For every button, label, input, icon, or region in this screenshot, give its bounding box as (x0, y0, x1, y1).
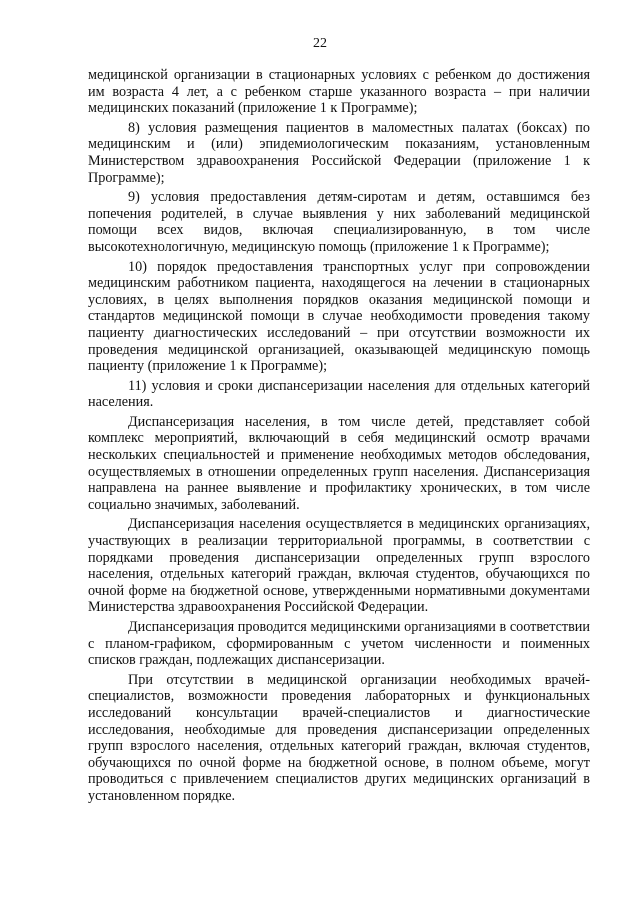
paragraph-dispensary-specialists: При отсутствии в медицинской организации необходимых врачей-специалистов, возможности проведения лабораторных и функциональных исследований консультации врачей-специалистов и диагностические исследования, необходимые для проведения диспансеризации определенных групп взрослого населения, отдельных категорий граждан, включая студентов, обучающихся по очной форме на бюджетной основе, в полном объеме, могут проводиться с привлечением специалистов других медицинских организаций в установленном порядке. (88, 671, 590, 804)
body-text (88, 67, 590, 808)
paragraph-item-11: 11) условия и сроки диспансеризации населения для отдельных категорий населения. (88, 377, 590, 411)
paragraph-dispensary-schedule: Диспансеризация проводится медицинскими организациями в соответствии с планом-графиком, сформированным с учетом численности и поименных списков граждан, подлежащих диспансеризации. (88, 619, 590, 669)
paragraph-item-8: 8) условия размещения пациентов в маломестных палатах (боксах) по медицинским и (или) эпидемиологическим показаниям, установленным Министерством здравоохранения Российской Федерации (приложение 1 к Программе); (88, 119, 590, 186)
page-number: 22 (313, 36, 327, 51)
paragraph-continuation: медицинской организации в стационарных условиях с ребенком до достижения им возраста 4 лет, а с ребенком старше указанного возраста – при наличии медицинских показаний (приложение 1 к Программе); (88, 67, 590, 117)
paragraph-item-9: 9) условия предоставления детям-сиротам и детям, оставшимся без попечения родителей, в случае выявления у них заболеваний медицинской помощи всех видов, включая специализированную, в том числе высокотехнологичную, медицинскую помощь (приложение 1 к Программе); (88, 189, 590, 255)
paragraph-dispensary-definition: Диспансеризация населения, в том числе детей, представляет собой комплекс мероприятий, включающий в себя медицинский осмотр врачами нескольких специальностей и применение необходимых методов обследования, осуществляемых в отношении определенных групп населения. Диспансеризация направлена на раннее выявление и профилактику хронических, в том числе социально значимых, заболеваний. (88, 413, 590, 513)
paragraph-dispensary-organizations: Диспансеризация населения осуществляется в медицинских организациях, участвующих в реализации территориальной программы, в соответствии с порядками проведения диспансеризации определенных групп взрослого населения, отдельных категорий граждан, включая студентов, обучающихся по очной форме на бюджетной основе, утвержденными нормативными документами Министерства здравоохранения Российской Федерации. (88, 516, 590, 616)
paragraph-item-10: 10) порядок предоставления транспортных услуг при сопровождении медицинским работником пациента, находящегося на лечении в стационарных условиях, в целях выполнения порядков оказания медицинской помощи и стандартов медицинской помощи в случае необходимости проведения такому пациенту диагностических исследований – при отсутствии возможности их проведения медицинской организацией, оказывающей медицинскую помощь пациенту (приложение 1 к Программе); (88, 258, 590, 375)
